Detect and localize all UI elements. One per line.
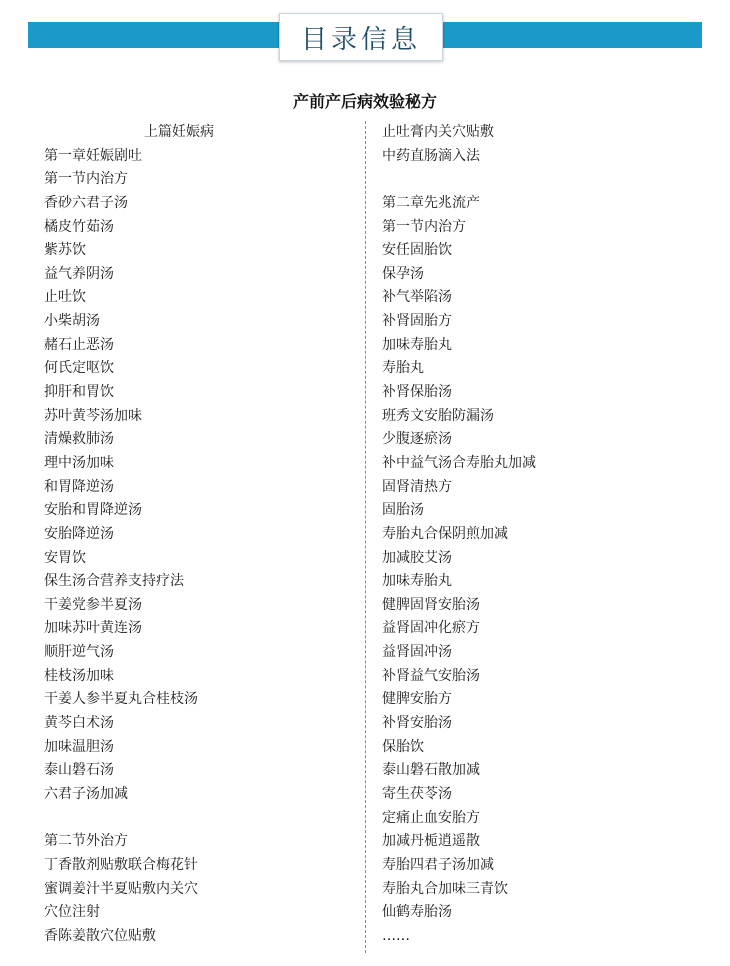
toc-entry: 安胎和胃降逆汤 bbox=[44, 502, 142, 519]
toc-entry: 蜜调姜汁半夏贴敷内关穴 bbox=[44, 880, 198, 897]
toc-entry: 第一章妊娠剧吐 bbox=[44, 147, 142, 164]
toc-entry: 定痛止血安胎方 bbox=[382, 809, 480, 826]
toc-entry: 补中益气汤合寿胎丸加减 bbox=[382, 454, 536, 471]
toc-entry: 中药直肠滴入法 bbox=[382, 147, 480, 164]
toc-entry: 补肾益气安胎汤 bbox=[382, 667, 480, 684]
toc-entry: 健脾安胎方 bbox=[382, 691, 452, 708]
header-title-box bbox=[279, 13, 443, 61]
toc-entry: 寿胎四君子汤加减 bbox=[382, 856, 494, 873]
document-title: 产前产后病效验秘方 bbox=[292, 92, 437, 111]
toc-entry: 清燥救肺汤 bbox=[44, 431, 114, 448]
toc-entry: 寿胎丸合加味三青饮 bbox=[382, 880, 508, 897]
toc-entry: 益肾固冲汤 bbox=[382, 644, 452, 661]
toc-entry: 丁香散剂贴敷联合梅花针 bbox=[44, 856, 198, 873]
toc-entry: 香陈姜散穴位贴敷 bbox=[44, 927, 156, 944]
toc-entry: 六君子汤加减 bbox=[44, 785, 128, 802]
toc-entry: 保胎饮 bbox=[382, 738, 424, 755]
toc-entry: 止吐膏内关穴贴敷 bbox=[382, 124, 494, 140]
toc-entry: 和胃降逆汤 bbox=[44, 478, 114, 495]
toc-entry: 第一节内治方 bbox=[44, 171, 128, 188]
toc-entry: 加味寿胎丸 bbox=[382, 573, 452, 590]
toc-right-column bbox=[382, 121, 702, 948]
toc-entry: 安胎降逆汤 bbox=[44, 525, 114, 542]
toc-entry: 穴位注射 bbox=[44, 904, 100, 921]
toc-entry: 补肾安胎汤 bbox=[382, 715, 452, 732]
toc-entry: 橘皮竹茹汤 bbox=[44, 218, 114, 235]
toc-entry: 加减丹栀逍遥散 bbox=[382, 833, 480, 850]
toc-entry: 顺肝逆气汤 bbox=[44, 644, 114, 661]
toc-left-column bbox=[44, 121, 344, 948]
toc-entry: 补肾固胎方 bbox=[382, 313, 452, 330]
toc-entry: 安胃饮 bbox=[44, 549, 86, 566]
toc-entry: 固胎汤 bbox=[382, 502, 424, 519]
header-title: 目录信息 bbox=[300, 24, 421, 55]
toc-entry: 固肾清热方 bbox=[382, 478, 452, 495]
toc-entry: 寿胎丸合保阴煎加减 bbox=[382, 525, 508, 542]
toc-entry: 加味温胆汤 bbox=[44, 738, 114, 755]
toc-entry: 干姜人参半夏丸合桂枝汤 bbox=[44, 691, 198, 708]
toc-entry bbox=[382, 168, 702, 192]
toc-entry: 香砂六君子汤 bbox=[44, 194, 128, 211]
toc-entry: 补肾保胎汤 bbox=[382, 384, 452, 401]
toc-entry: 补气举陷汤 bbox=[382, 289, 452, 306]
toc-entry bbox=[44, 807, 344, 831]
toc-entry: 班秀文安胎防漏汤 bbox=[382, 407, 494, 424]
toc-entry: 益气养阴汤 bbox=[44, 265, 114, 282]
toc-entry: 健脾固肾安胎汤 bbox=[382, 596, 480, 613]
toc-entry: 寄生茯苓汤 bbox=[382, 785, 452, 802]
toc-entry: 加减胶艾汤 bbox=[382, 549, 452, 566]
toc-entry: 仙鹤寿胎汤 bbox=[382, 904, 452, 921]
toc-entry: 泰山磐石汤 bbox=[44, 762, 114, 779]
toc-entry: 第二节外治方 bbox=[44, 833, 128, 850]
toc-entry: 保孕汤 bbox=[382, 265, 424, 282]
toc-entry: 黄芩白术汤 bbox=[44, 715, 114, 732]
toc-entry: …… bbox=[382, 927, 410, 944]
toc-entry: 赭石止恶汤 bbox=[44, 336, 114, 353]
toc-entry: 止吐饮 bbox=[44, 289, 86, 306]
toc-entry: 理中汤加味 bbox=[44, 454, 114, 471]
column-divider bbox=[365, 121, 366, 953]
toc-entry: 泰山磐石散加减 bbox=[382, 762, 480, 779]
toc-entry: 寿胎丸 bbox=[382, 360, 424, 377]
toc-entry: 苏叶黄芩汤加味 bbox=[44, 407, 142, 424]
toc-entry: 保生汤合营养支持疗法 bbox=[44, 573, 184, 590]
toc-entry: 加味苏叶黄连汤 bbox=[44, 620, 142, 637]
toc-entry: 益肾固冲化瘀方 bbox=[382, 620, 480, 637]
toc-entry: 紫苏饮 bbox=[44, 242, 86, 259]
toc-entry: 少腹逐瘀汤 bbox=[382, 431, 452, 448]
toc-entry: 抑肝和胃饮 bbox=[44, 384, 114, 401]
toc-entry: 第一节内治方 bbox=[382, 218, 466, 235]
toc-entry: 上篇妊娠病 bbox=[144, 124, 214, 140]
toc-entry: 小柴胡汤 bbox=[44, 313, 100, 330]
toc-entry: 安任固胎饮 bbox=[382, 242, 452, 259]
toc-entry: 桂枝汤加味 bbox=[44, 667, 114, 684]
toc-entry: 何氏定呕饮 bbox=[44, 360, 114, 377]
toc-entry: 加味寿胎丸 bbox=[382, 336, 452, 353]
toc-entry: 第二章先兆流产 bbox=[382, 194, 480, 211]
toc-entry: 干姜党参半夏汤 bbox=[44, 596, 142, 613]
